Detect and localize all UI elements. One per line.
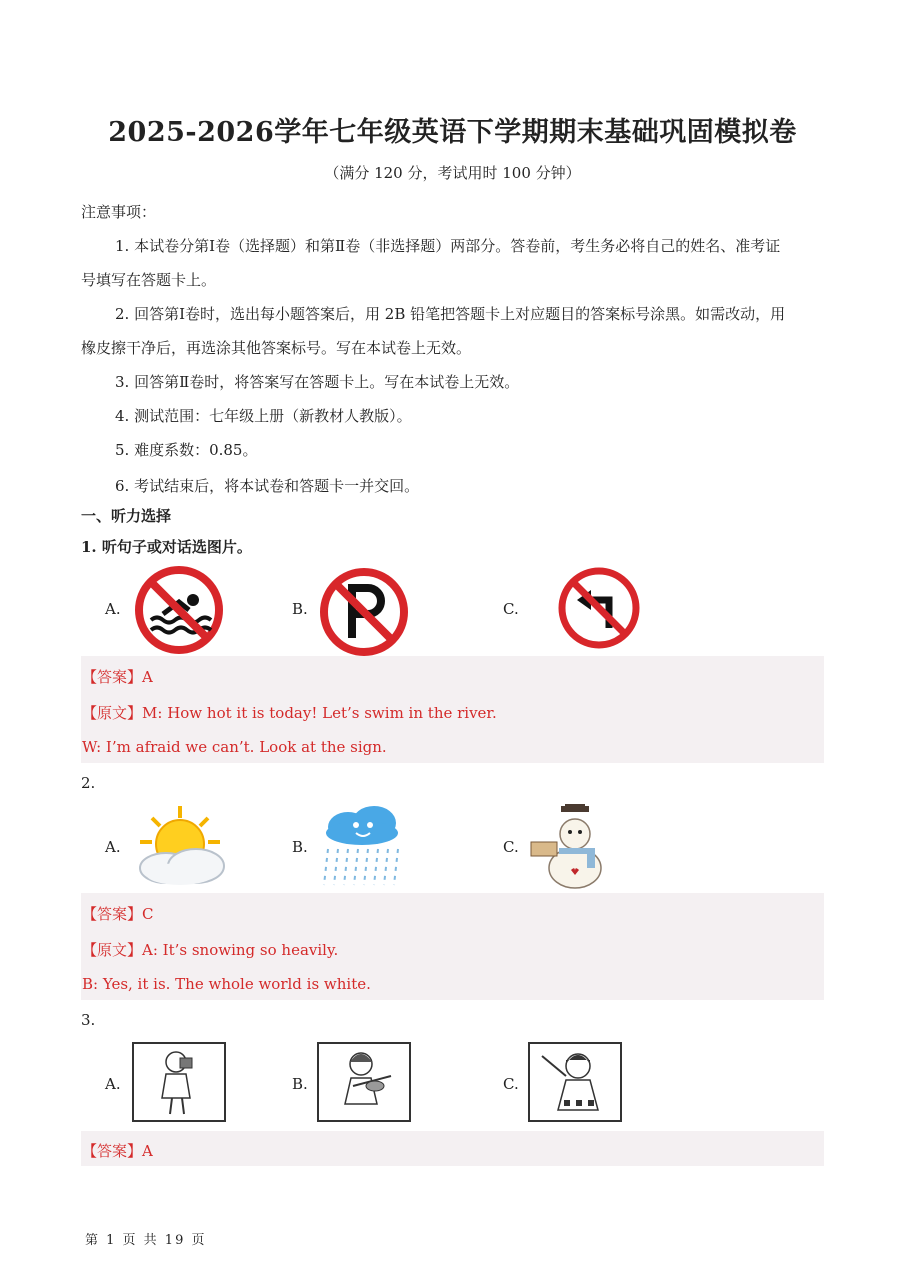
q2-original-text: A: It’s snowing so heavily. xyxy=(142,941,339,959)
q1-answer: 【答案】A xyxy=(82,668,153,686)
page-footer: 第 1 页 共 19 页 xyxy=(85,1233,207,1248)
q1-original-tag: 【原文】 xyxy=(82,704,143,722)
q3-option-a-label: A. xyxy=(105,1075,121,1093)
q1-option-a-label: A. xyxy=(105,600,121,618)
girl-painting-icon xyxy=(528,1042,622,1122)
q1-original-line2: W: I’m afraid we can’t. Look at the sign. xyxy=(82,738,387,756)
q3-option-b-label: B. xyxy=(292,1075,308,1093)
notice-item-2a: 2. 回答第Ⅰ卷时，选出每小题答案后，用 2B 铅笔把答题卡上对应题目的答案标号涂黑。如需改动，用 xyxy=(115,305,786,323)
q3-option-c-label: C. xyxy=(503,1075,519,1093)
q2-original-tag: 【原文】 xyxy=(82,941,143,959)
q1-option-b-label: B. xyxy=(292,600,308,618)
notice-heading: 注意事项： xyxy=(81,203,157,221)
notice-item-4: 4. 测试范围：七年级上册（新教材人教版）。 xyxy=(115,407,412,425)
q2-option-a-label: A. xyxy=(105,838,121,856)
question-1-label: 1. 听句子或对话选图片。 xyxy=(81,538,252,556)
q3-answer-box xyxy=(81,1131,824,1166)
rain-cloud-icon xyxy=(318,803,406,887)
q1-original-line1 xyxy=(82,702,497,723)
notice-item-5: 5. 难度系数：0.85。 xyxy=(115,441,258,459)
q2-option-c-label: C. xyxy=(503,838,519,856)
q1-option-c-label: C. xyxy=(503,600,519,618)
page-title: 2025-2026学年七年级英语下学期期末基础巩固模拟卷 xyxy=(108,117,797,148)
q3-answer: 【答案】A xyxy=(82,1142,153,1160)
girl-taking-photo-icon xyxy=(132,1042,226,1122)
q2-original-line2: B: Yes, it is. The whole world is white. xyxy=(82,975,371,993)
no-parking-sign-icon xyxy=(318,566,410,658)
no-left-turn-sign-icon xyxy=(557,566,641,650)
q2-option-b-label: B. xyxy=(292,838,308,856)
question-3-label: 3. xyxy=(81,1011,96,1029)
girl-playing-violin-icon xyxy=(317,1042,411,1122)
q2-original-line1 xyxy=(82,939,338,960)
snowman-icon xyxy=(527,804,619,890)
q2-answer: 【答案】C xyxy=(82,905,154,923)
notice-item-2b: 橡皮擦干净后，再选涂其他答案标号。写在本试卷上无效。 xyxy=(81,339,472,357)
section-heading: 一、听力选择 xyxy=(81,507,172,525)
sun-cloud-icon xyxy=(128,802,230,888)
question-2-label: 2. xyxy=(81,774,96,792)
notice-item-1a: 1. 本试卷分第Ⅰ卷（选择题）和第Ⅱ卷（非选择题）两部分。答卷前，考生务必将自己的姓名、准考证 xyxy=(115,237,781,255)
notice-item-3: 3. 回答第Ⅱ卷时，将答案写在答题卡上。写在本试卷上无效。 xyxy=(115,373,520,391)
notice-item-1b: 号填写在答题卡上。 xyxy=(81,271,217,289)
q1-original-text: M: How hot it is today! Let’s swim in the river. xyxy=(142,704,497,722)
page-subtitle: （满分 120 分，考试用时 100 分钟） xyxy=(324,164,581,182)
no-swimming-sign-icon xyxy=(133,564,225,656)
notice-item-6: 6. 考试结束后，将本试卷和答题卡一并交回。 xyxy=(115,477,420,495)
